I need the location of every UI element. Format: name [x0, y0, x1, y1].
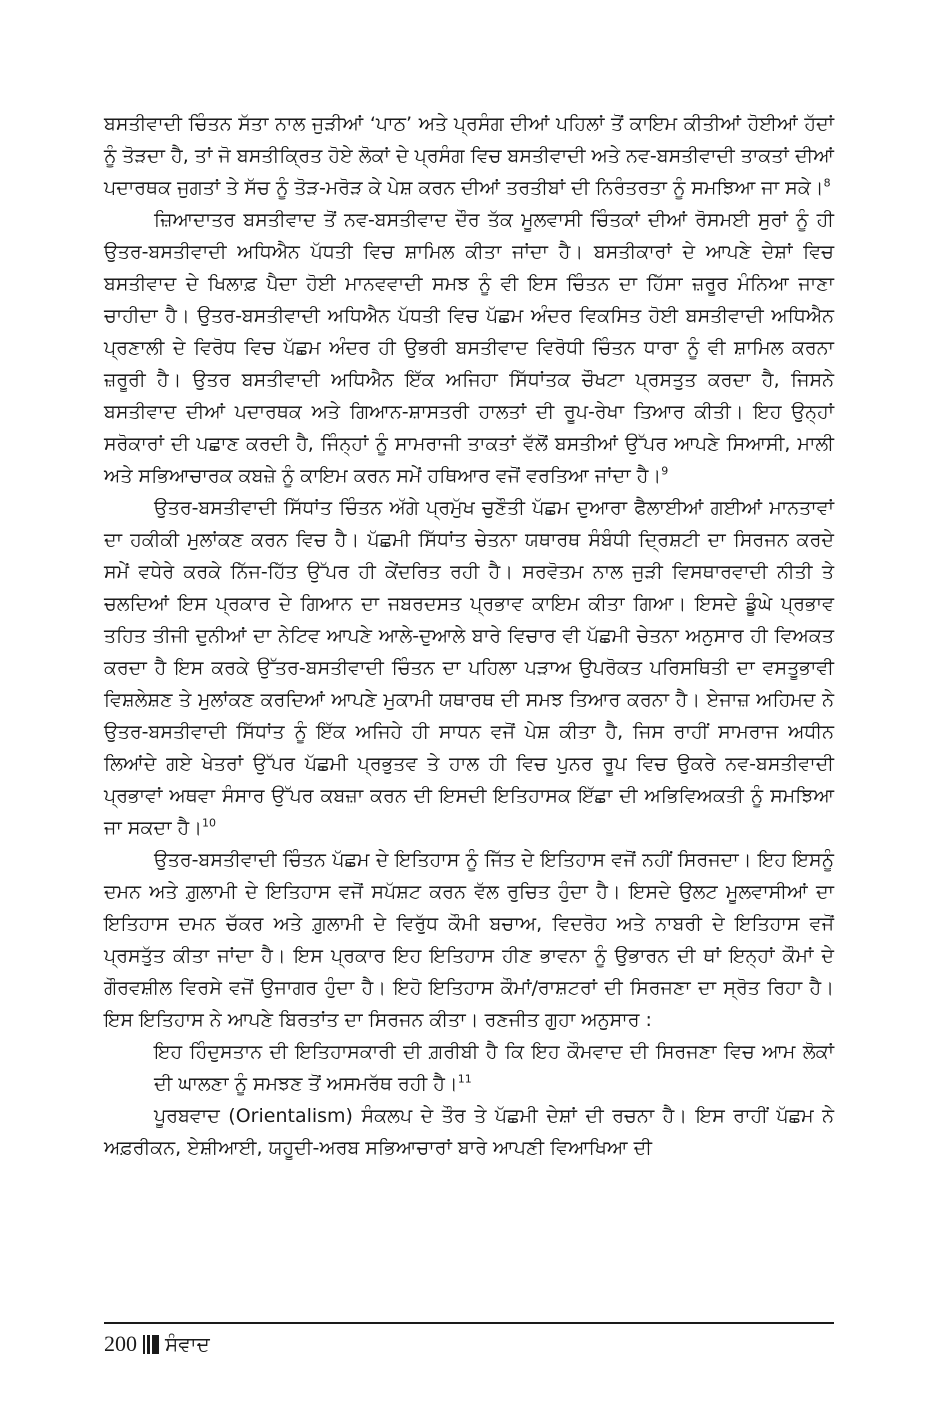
paragraph-5-text: ਪੂਰਬਵਾਦ (Orientalism) ਸੰਕਲਪ ਦੇ ਤੌਰ ਤੇ ਪੱਛਮੀ ਦੇਸ਼ਾਂ ਦੀ ਰਚਨਾ ਹੈ। ਇਸ ਰਾਹੀਂ ਪੱਛਮ ਨੇ ਅਫ਼ਰੀਕਨ, ਏਸ਼ੀਆਈ, ਯਹੂਦੀ-ਅਰਬ ਸਭਿਆਚਾਰਾਂ ਬਾਰੇ ਆਪਣੀ ਵਿਆਖਿਆ ਦੀ [104, 1105, 834, 1159]
page-number: 200 [104, 1331, 137, 1356]
page-footer [104, 1331, 210, 1357]
block-quote [154, 1036, 834, 1100]
paragraph-1-text: ਬਸਤੀਵਾਦੀ ਚਿੰਤਨ ਸੱਤਾ ਨਾਲ ਜੁੜੀਆਂ ‘ਪਾਠ’ ਅਤੇ ਪ੍ਰਸੰਗ ਦੀਆਂ ਪਹਿਲਾਂ ਤੋਂ ਕਾਇਮ ਕੀਤੀਆਂ ਹੋਈਆਂ ਹੱਦਾਂ ਨੂੰ ਤੋੜਦਾ ਹੈ, ਤਾਂ ਜੋ ਬਸਤੀਕ੍ਰਿਤ ਹੋਏ ਲੋਕਾਂ ਦੇ ਪ੍ਰਸੰਗ ਵਿਚ ਬਸਤੀਵਾਦੀ ਅਤੇ ਨਵ-ਬਸਤੀਵਾਦੀ ਤਾਕਤਾਂ ਦੀਆਂ ਪਦਾਰਥਕ ਜੁਗਤਾਂ ਤੇ ਸੱਚ ਨੂੰ ਤੋੜ-ਮਰੋੜ ਕੇ ਪੇਸ਼ ਕਰਨ ਦੀਆਂ ਤਰਤੀਬਾਂ ਦੀ ਨਿਰੰਤਰਤਾ ਨੂੰ ਸਮਝਿਆ ਜਾ ਸਕੇ। [104, 113, 834, 199]
footnote-ref-11: 11 [457, 1072, 472, 1086]
paragraph-3 [104, 492, 834, 844]
paragraph-4-text: ਉਤਰ-ਬਸਤੀਵਾਦੀ ਚਿੰਤਨ ਪੱਛਮ ਦੇ ਇਤਿਹਾਸ ਨੂੰ ਜਿੱਤ ਦੇ ਇਤਿਹਾਸ ਵਜੋਂ ਨਹੀਂ ਸਿਰਜਦਾ। ਇਹ ਇਸਨੂੰ ਦਮਨ ਅਤੇ ਗ਼ੁਲਾਮੀ ਦੇ ਇਤਿਹਾਸ ਵਜੋਂ ਸਪੱਸ਼ਟ ਕਰਨ ਵੱਲ ਰੁਚਿਤ ਹੁੰਦਾ ਹੈ। ਇਸਦੇ ਉਲਟ ਮੂਲਵਾਸੀਆਂ ਦਾ ਇਤਿਹਾਸ ਦਮਨ ਚੱਕਰ ਅਤੇ ਗ਼ੁਲਾਮੀ ਦੇ ਵਿਰੁੱਧ ਕੌਮੀ ਬਚਾਅ, ਵਿਦਰੋਹ ਅਤੇ ਨਾਬਰੀ ਦੇ ਇਤਿਹਾਸ ਵਜੋਂ ਪ੍ਰਸਤੁੱਤ ਕੀਤਾ ਜਾਂਦਾ ਹੈ। ਇਸ ਪ੍ਰਕਾਰ ਇਹ ਇਤਿਹਾਸ ਹੀਣ ਭਾਵਨਾ ਨੂੰ ਉਭਾਰਨ ਦੀ ਥਾਂ ਇਨ੍ਹਾਂ ਕੌਮਾਂ ਦੇ ਗੌਰਵਸ਼ੀਲ ਵਿਰਸੇ ਵਜੋਂ ਉਜਾਗਰ ਹੁੰਦਾ ਹੈ। ਇਹੋ ਇਤਿਹਾਸ ਕੌਮਾਂ/ਰਾਸ਼ਟਰਾਂ ਦੀ ਸਿਰਜਣਾ ਦਾ ਸ੍ਰੋਤ ਰਿਹਾ ਹੈ। ਇਸ ਇਤਿਹਾਸ ਨੇ ਆਪਣੇ ਬਿਰਤਾਂਤ ਦਾ ਸਿਰਜਨ ਕੀਤਾ। ਰਣਜੀਤ ਗੁਹਾ ਅਨੁਸਾਰ : [104, 849, 834, 1031]
journal-title: ਸੰਵਾਦ [165, 1332, 210, 1356]
paragraph-2-text: ਜ਼ਿਆਦਾਤਰ ਬਸਤੀਵਾਦ ਤੋਂ ਨਵ-ਬਸਤੀਵਾਦ ਦੌਰ ਤੱਕ ਮੂਲਵਾਸੀ ਚਿੰਤਕਾਂ ਦੀਆਂ ਰੋਸਮਈ ਸੁਰਾਂ ਨੂੰ ਹੀ ਉਤਰ-ਬਸਤੀਵਾਦੀ ਅਧਿਐਨ ਪੱਧਤੀ ਵਿਚ ਸ਼ਾਮਿਲ ਕੀਤਾ ਜਾਂਦਾ ਹੈ। ਬਸਤੀਕਾਰਾਂ ਦੇ ਆਪਣੇ ਦੇਸ਼ਾਂ ਵਿਚ ਬਸਤੀਵਾਦ ਦੇ ਖਿਲਾਫ਼ ਪੈਦਾ ਹੋਈ ਮਾਨਵਵਾਦੀ ਸਮਝ ਨੂੰ ਵੀ ਇਸ ਚਿੰਤਨ ਦਾ ਹਿੱਸਾ ਜ਼ਰੂਰ ਮੰਨਿਆ ਜਾਣਾ ਚਾਹੀਦਾ ਹੈ। ਉਤਰ-ਬਸਤੀਵਾਦੀ ਅਧਿਐਨ ਪੱਧਤੀ ਵਿਚ ਪੱਛਮ ਅੰਦਰ ਵਿਕਸਿਤ ਹੋਈ ਬਸਤੀਵਾਦੀ ਅਧਿਐਨ ਪ੍ਰਣਾਲੀ ਦੇ ਵਿਰੋਧ ਵਿਚ ਪੱਛਮ ਅੰਦਰ ਹੀ ਉਭਰੀ ਬਸਤੀਵਾਦ ਵਿਰੋਧੀ ਚਿੰਤਨ ਧਾਰਾ ਨੂੰ ਵੀ ਸ਼ਾਮਿਲ ਕਰਨਾ ਜ਼ਰੂਰੀ ਹੈ। ਉਤਰ ਬਸਤੀਵਾਦੀ ਅਧਿਐਨ ਇੱਕ ਅਜਿਹਾ ਸਿੱਧਾਂਤਕ ਚੌਖਟਾ ਪ੍ਰਸਤੁਤ ਕਰਦਾ ਹੈ, ਜਿਸਨੇ ਬਸਤੀਵਾਦ ਦੀਆਂ ਪਦਾਰਥਕ ਅਤੇ ਗਿਆਨ-ਸ਼ਾਸਤਰੀ ਹਾਲਤਾਂ ਦੀ ਰੂਪ-ਰੇਖਾ ਤਿਆਰ ਕੀਤੀ। ਇਹ ਉਨ੍ਹਾਂ ਸਰੋਕਾਰਾਂ ਦੀ ਪਛਾਣ ਕਰਦੀ ਹੈ, ਜਿੰਨ੍ਹਾਂ ਨੂੰ ਸਾਮਰਾਜੀ ਤਾਕਤਾਂ ਵੱਲੋਂ ਬਸਤੀਆਂ ਉੱਪਰ ਆਪਣੇ ਸਿਆਸੀ, ਮਾਲੀ ਅਤੇ ਸਭਿਆਚਾਰਕ ਕਬਜ਼ੇ ਨੂੰ ਕਾਇਮ ਕਰਨ ਸਮੇਂ ਹਥਿਆਰ ਵਜੋਂ ਵਰਤਿਆ ਜਾਂਦਾ ਹੈ। [104, 209, 834, 487]
footnote-ref-8: 8 [823, 176, 831, 190]
paragraph-2 [104, 204, 834, 492]
footnote-ref-9: 9 [661, 464, 669, 478]
page-body [104, 108, 834, 1164]
block-quote-text: ਇਹ ਹਿੰਦੁਸਤਾਨ ਦੀ ਇਤਿਹਾਸਕਾਰੀ ਦੀ ਗ਼ਰੀਬੀ ਹੈ ਕਿ ਇਹ ਕੌਮਵਾਦ ਦੀ ਸਿਰਜਣਾ ਵਿਚ ਆਮ ਲੋਕਾਂ ਦੀ ਘਾਲਣਾ ਨੂੰ ਸਮਝਣ ਤੋਂ ਅਸਮਰੱਥ ਰਹੀ ਹੈ। [154, 1041, 834, 1095]
paragraph-5 [104, 1100, 834, 1164]
paragraph-4 [104, 844, 834, 1036]
footnote-ref-10: 10 [202, 816, 217, 830]
paragraph-1 [104, 108, 834, 204]
paragraph-3-text: ਉਤਰ-ਬਸਤੀਵਾਦੀ ਸਿੱਧਾਂਤ ਚਿੰਤਨ ਅੱਗੇ ਪ੍ਰਮੁੱਖ ਚੁਣੌਤੀ ਪੱਛਮ ਦੁਆਰਾ ਫੈਲਾਈਆਂ ਗਈਆਂ ਮਾਨਤਾਵਾਂ ਦਾ ਹਕੀਕੀ ਮੁਲਾਂਕਣ ਕਰਨ ਵਿਚ ਹੈ। ਪੱਛਮੀ ਸਿੱਧਾਂਤ ਚੇਤਨਾ ਯਥਾਰਥ ਸੰਬੰਧੀ ਦ੍ਰਿਸ਼ਟੀ ਦਾ ਸਿਰਜਨ ਕਰਦੇ ਸਮੇਂ ਵਧੇਰੇ ਕਰਕੇ ਨਿੱਜ-ਹਿੱਤ ਉੱਪਰ ਹੀ ਕੇਂਦਰਿਤ ਰਹੀ ਹੈ। ਸਰਵੋਤਮ ਨਾਲ ਜੁੜੀ ਵਿਸਥਾਰਵਾਦੀ ਨੀਤੀ ਤੇ ਚਲਦਿਆਂ ਇਸ ਪ੍ਰਕਾਰ ਦੇ ਗਿਆਨ ਦਾ ਜਬਰਦਸਤ ਪ੍ਰਭਾਵ ਕਾਇਮ ਕੀਤਾ ਗਿਆ। ਇਸਦੇ ਡੂੰਘੇ ਪ੍ਰਭਾਵ ਤਹਿਤ ਤੀਜੀ ਦੁਨੀਆਂ ਦਾ ਨੇਟਿਵ ਆਪਣੇ ਆਲੇ-ਦੁਆਲੇ ਬਾਰੇ ਵਿਚਾਰ ਵੀ ਪੱਛਮੀ ਚੇਤਨਾ ਅਨੁਸਾਰ ਹੀ ਵਿਅਕਤ ਕਰਦਾ ਹੈ ਇਸ ਕਰਕੇ ਉੱਤਰ-ਬਸਤੀਵਾਦੀ ਚਿੰਤਨ ਦਾ ਪਹਿਲਾ ਪੜਾਅ ਉਪਰੋਕਤ ਪਰਿਸਥਿਤੀ ਦਾ ਵਸਤੂਭਾਵੀ ਵਿਸ਼ਲੇਸ਼ਣ ਤੇ ਮੁਲਾਂਕਣ ਕਰਦਿਆਂ ਆਪਣੇ ਮੁਕਾਮੀ ਯਥਾਰਥ ਦੀ ਸਮਝ ਤਿਆਰ ਕਰਨਾ ਹੈ। ਏਜਾਜ਼ ਅਹਿਮਦ ਨੇ ਉਤਰ-ਬਸਤੀਵਾਦੀ ਸਿੱਧਾਂਤ ਨੂੰ ਇੱਕ ਅਜਿਹੇ ਹੀ ਸਾਧਨ ਵਜੋਂ ਪੇਸ਼ ਕੀਤਾ ਹੈ, ਜਿਸ ਰਾਹੀਂ ਸਾਮਰਾਜ ਅਧੀਨ ਲਿਆਂਦੇ ਗਏ ਖੇਤਰਾਂ ਉੱਪਰ ਪੱਛਮੀ ਪ੍ਰਭੁਤਵ ਤੇ ਹਾਲ ਹੀ ਵਿਚ ਪੁਨਰ ਰੂਪ ਵਿਚ ਉਕਰੇ ਨਵ-ਬਸਤੀਵਾਦੀ ਪ੍ਰਭਾਵਾਂ ਅਥਵਾ ਸੰਸਾਰ ਉੱਪਰ ਕਬਜ਼ਾ ਕਰਨ ਦੀ ਇਸਦੀ ਇਤਿਹਾਸਕ ਇੱਛਾ ਦੀ ਅਭਿਵਿਅਕਤੀ ਨੂੰ ਸਮਝਿਆ ਜਾ ਸਕਦਾ ਹੈ। [104, 497, 834, 839]
footer-rule [104, 1322, 834, 1324]
bars-ornament-icon [143, 1335, 159, 1354]
